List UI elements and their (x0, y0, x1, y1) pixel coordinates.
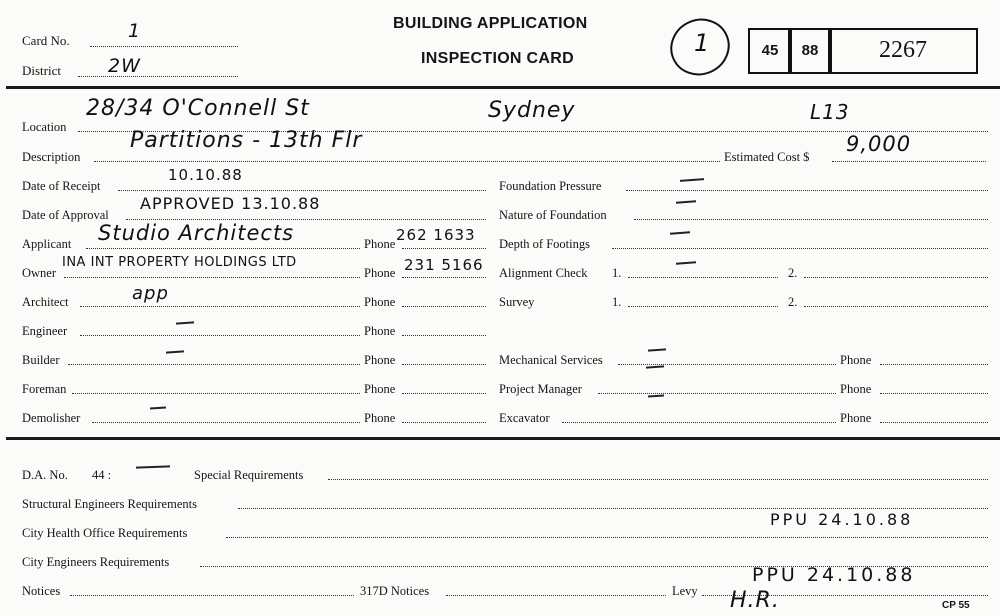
district-label: District (22, 63, 61, 78)
project-manager-phone-line (880, 393, 988, 394)
levy-value: PPU 24.10.88 (752, 564, 916, 586)
description-label: Description (22, 150, 81, 164)
builder-phone-line (402, 364, 486, 365)
demolisher-line (92, 422, 360, 423)
alignment-check-1-line (628, 277, 778, 278)
estimated-cost-value: 9,000 (846, 132, 912, 156)
owner-value: INA INT PROPERTY HOLDINGS LTD (62, 255, 297, 270)
structural-engineers-line (238, 508, 988, 509)
district-value: 2W (108, 55, 141, 77)
title-line-1: BUILDING APPLICATION (393, 15, 588, 32)
estimated-cost-label: Estimated Cost $ (724, 150, 810, 164)
excavator-label: Excavator (499, 411, 550, 425)
architect-value: app (132, 283, 169, 304)
nature-of-foundation-line (634, 219, 988, 220)
architect-phone-label: Phone (364, 295, 396, 309)
survey-1-line (628, 306, 778, 307)
mechanical-services-phone-line (880, 364, 988, 365)
location-label: Location (22, 120, 67, 134)
survey-2-label: 2. (788, 295, 798, 309)
applicant-phone-value: 262 1633 (396, 226, 476, 244)
survey-2-line (804, 306, 988, 307)
builder-phone-label: Phone (364, 353, 396, 367)
date-of-receipt-value: 10.10.88 (168, 166, 243, 184)
date-of-approval-value: APPROVED 13.10.88 (140, 194, 321, 213)
engineer-line (80, 335, 360, 336)
depth-of-footings-label: Depth of Footings (499, 237, 590, 251)
mechanical-services-dash-2 (646, 365, 664, 368)
da-no-label: D.A. No. (22, 468, 68, 482)
description-line (94, 161, 720, 162)
mechanical-services-phone-label: Phone (840, 353, 872, 367)
date-of-approval-label: Date of Approval (22, 208, 109, 222)
survey-1-label: 1. (612, 295, 622, 309)
depth-of-footings-dash (670, 231, 690, 234)
architect-line (80, 306, 360, 307)
demolisher-dash (150, 406, 166, 409)
box-88: 88 (788, 28, 832, 74)
engineer-dash (176, 321, 194, 324)
levy-label: Levy (672, 584, 698, 598)
estimated-cost-line (832, 161, 986, 162)
notices-label: Notices (22, 584, 61, 598)
builder-dash (166, 350, 184, 353)
alignment-check-dash (676, 261, 696, 264)
location-suburb: Sydney (488, 98, 576, 123)
foreman-phone-label: Phone (364, 382, 396, 396)
builder-line (68, 364, 360, 365)
district-line (78, 76, 238, 77)
builder-label: Builder (22, 353, 60, 367)
card-no-line (90, 46, 238, 47)
mechanical-services-line (618, 364, 836, 365)
da-no-value: 44 : (92, 468, 112, 482)
alignment-check-2-label: 2. (788, 266, 798, 280)
owner-line (64, 277, 360, 278)
title-line-2: INSPECTION CARD (421, 50, 574, 67)
demolisher-phone-label: Phone (364, 411, 396, 425)
foundation-pressure-label: Foundation Pressure (499, 179, 602, 193)
owner-phone-line (402, 277, 486, 278)
special-requirements-label: Special Requirements (194, 468, 304, 482)
applicant-phone-label: Phone (364, 237, 396, 251)
applicant-label: Applicant (22, 237, 72, 251)
excavator-phone-line (880, 422, 988, 423)
owner-phone-value: 231 5166 (404, 256, 484, 274)
owner-phone-label: Phone (364, 266, 396, 280)
foundation-pressure-line (626, 190, 988, 191)
date-of-receipt-line (118, 190, 486, 191)
foundation-pressure-dash (680, 178, 704, 182)
section-divider (6, 437, 1000, 440)
box-45: 45 (748, 28, 792, 74)
date-of-receipt-label: Date of Receipt (22, 179, 101, 193)
nature-of-foundation-dash (676, 200, 696, 203)
header-divider (6, 86, 1000, 89)
card-no-value: 1 (128, 20, 142, 42)
applicant-phone-line (402, 248, 486, 249)
project-manager-line (598, 393, 836, 394)
nature-of-foundation-label: Nature of Foundation (499, 208, 607, 222)
location-value: 28/34 O'Connell St (86, 96, 310, 121)
da-no-dash (136, 465, 170, 468)
architect-label: Architect (22, 295, 69, 309)
mechanical-services-dash-1 (648, 348, 666, 351)
city-engineers-label: City Engineers Requirements (22, 555, 170, 569)
applicant-value: Studio Architects (98, 221, 295, 245)
demolisher-phone-line (402, 422, 486, 423)
applicant-line (86, 248, 360, 249)
box-number: 2267 (828, 28, 978, 74)
foreman-phone-line (402, 393, 486, 394)
mechanical-services-label: Mechanical Services (499, 353, 603, 367)
description-value: Partitions - 13th Flr (130, 128, 363, 153)
circled-value: 1 (694, 29, 711, 57)
demolisher-label: Demolisher (22, 411, 81, 425)
excavator-phone-label: Phone (840, 411, 872, 425)
notices-line (70, 595, 354, 596)
notices-317d-label: 317D Notices (360, 584, 430, 598)
alignment-check-2-line (804, 277, 988, 278)
location-code: L13 (810, 100, 850, 124)
architect-phone-line (402, 306, 486, 307)
project-manager-label: Project Manager (499, 382, 582, 396)
survey-label: Survey (499, 295, 535, 309)
date-of-approval-line (126, 219, 486, 220)
foreman-label: Foreman (22, 382, 67, 396)
city-health-value: PPU 24.10.88 (770, 510, 914, 529)
alignment-check-label: Alignment Check (499, 266, 588, 280)
form-code: CP 55 (942, 600, 970, 611)
city-health-label: City Health Office Requirements (22, 526, 188, 540)
initials-value: H.R. (730, 588, 780, 613)
card-no-label: Card No. (22, 33, 70, 48)
notices-317d-line (446, 595, 666, 596)
project-manager-dash (648, 394, 664, 397)
engineer-phone-label: Phone (364, 324, 396, 338)
structural-engineers-label: Structural Engineers Requirements (22, 497, 197, 511)
excavator-line (562, 422, 836, 423)
depth-of-footings-line (612, 248, 988, 249)
city-health-line (226, 537, 988, 538)
alignment-check-1-label: 1. (612, 266, 622, 280)
owner-label: Owner (22, 266, 57, 280)
foreman-line (72, 393, 360, 394)
special-requirements-line (328, 479, 988, 480)
project-manager-phone-label: Phone (840, 382, 872, 396)
engineer-label: Engineer (22, 324, 68, 338)
engineer-phone-line (402, 335, 486, 336)
